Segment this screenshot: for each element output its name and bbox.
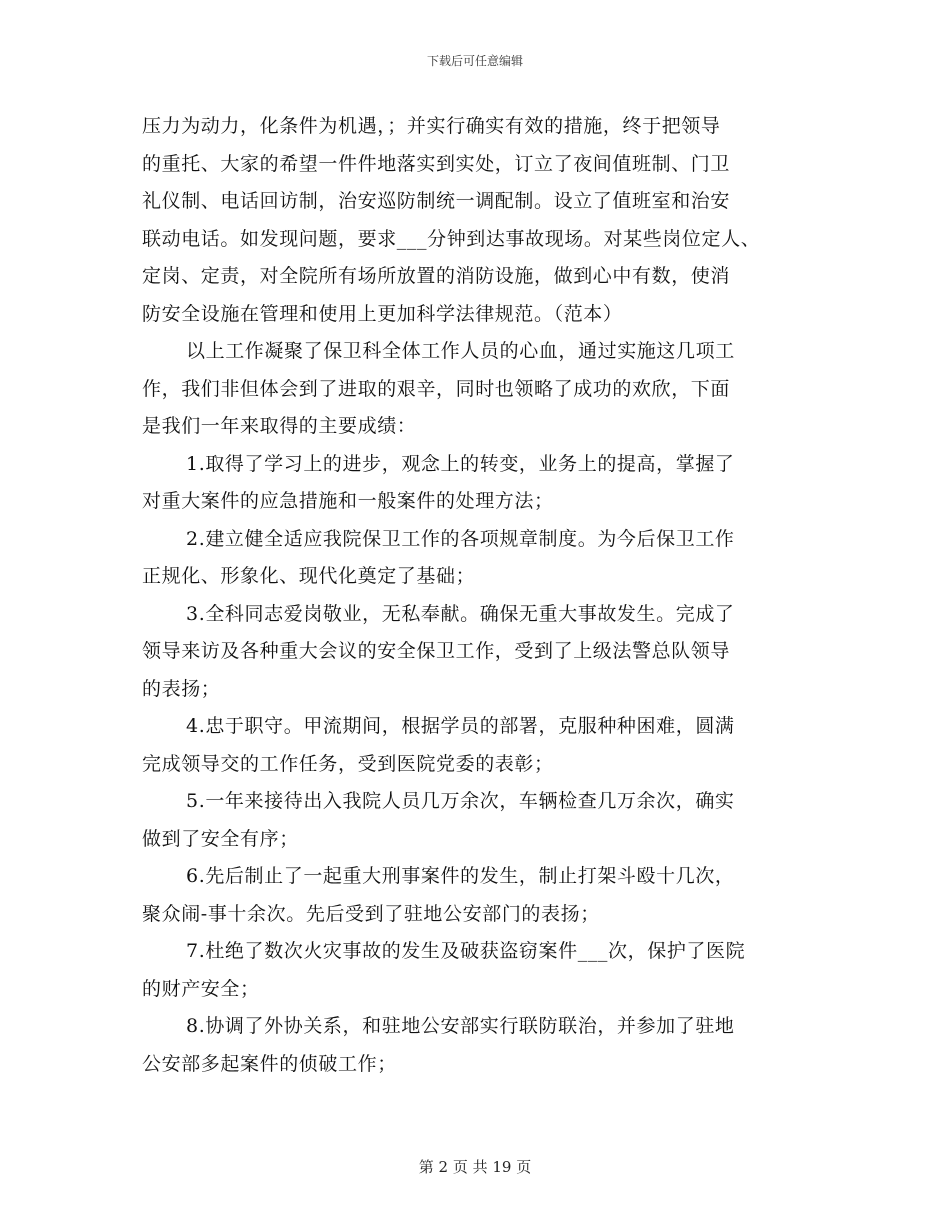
text-line: 的财产安全； bbox=[142, 977, 260, 1000]
list-item-3: 3.全科同志爱岗敬业，无私奉献。确保无重大事故发生。完成了 bbox=[186, 602, 735, 625]
text-line: 联动电话。如发现问题，要求___分钟到达事故现场。对某些岗位定人、 bbox=[142, 227, 761, 250]
list-item-4: 4.忠于职守。甲流期间，根据学员的部署，克服种种困难，圆满 bbox=[186, 715, 735, 737]
page-header: 下载后可任意编辑 bbox=[426, 54, 523, 68]
list-item-7: 7.杜绝了数次火灾事故的发生及破获盗窃案件___次，保护了医院 bbox=[186, 940, 746, 962]
text-line: 正规化、形象化、现代化奠定了基础； bbox=[142, 565, 476, 587]
list-item-8: 8.协调了外协关系，和驻地公安部实行联防联治，并参加了驻地 bbox=[186, 1015, 735, 1037]
text-line: 公安部多起案件的侦破工作； bbox=[142, 1052, 397, 1075]
text-line: 的重托、大家的希望一件件地落实到实处，订立了夜间值班制、门卫 bbox=[142, 152, 731, 175]
text-line: 礼仪制、电话回访制，治安巡防制统一调配制。设立了值班室和治安 bbox=[142, 190, 731, 212]
text-line: 完成领导交的工作任务，受到医院党委的表彰； bbox=[142, 752, 554, 775]
text-line: 定岗、定责，对全院所有场所放置的消防设施，做到心中有数，使消 bbox=[142, 265, 731, 287]
list-item-2: 2.建立健全适应我院保卫工作的各项规章制度。为今后保卫工作 bbox=[186, 527, 735, 550]
text-line: 领导来访及各种重大会议的安全保卫工作，受到了上级法警总队领导 bbox=[142, 640, 731, 662]
text-line: 做到了安全有序； bbox=[142, 827, 299, 850]
text-line: 对重大案件的应急措施和一般案件的处理方法； bbox=[142, 490, 554, 512]
text-line: 压力为动力，化条件为机遇，；并实行确实有效的措施，终于把领导 bbox=[142, 115, 721, 137]
text-line: 作，我们非但体会到了进取的艰辛，同时也领略了成功的欢欣，下面 bbox=[142, 377, 731, 400]
list-item-1: 1.取得了学习上的进步，观念上的转变，业务上的提高，掌握了 bbox=[186, 452, 735, 475]
text-line: 是我们一年来取得的主要成绩： bbox=[142, 415, 417, 437]
text-line: 聚众闹-事十余次。先后受到了驻地公安部门的表扬； bbox=[142, 902, 600, 925]
text-line: 防安全设施在管理和使用上更加科学法律规范。（范本） bbox=[142, 302, 623, 325]
paragraph-start: 以上工作凝聚了保卫科全体工作人员的心血，通过实施这几项工 bbox=[186, 340, 735, 362]
document-body bbox=[142, 108, 832, 1083]
list-item-6: 6.先后制止了一起重大刑事案件的发生，制止打架斗殴十几次， bbox=[186, 865, 735, 887]
list-item-5: 5.一年来接待出入我院人员几万余次，车辆检查几万余次，确实 bbox=[186, 790, 735, 812]
text-line: 的表扬； bbox=[142, 677, 221, 700]
page-number: 第 2 页 共 19 页 bbox=[418, 1158, 532, 1176]
